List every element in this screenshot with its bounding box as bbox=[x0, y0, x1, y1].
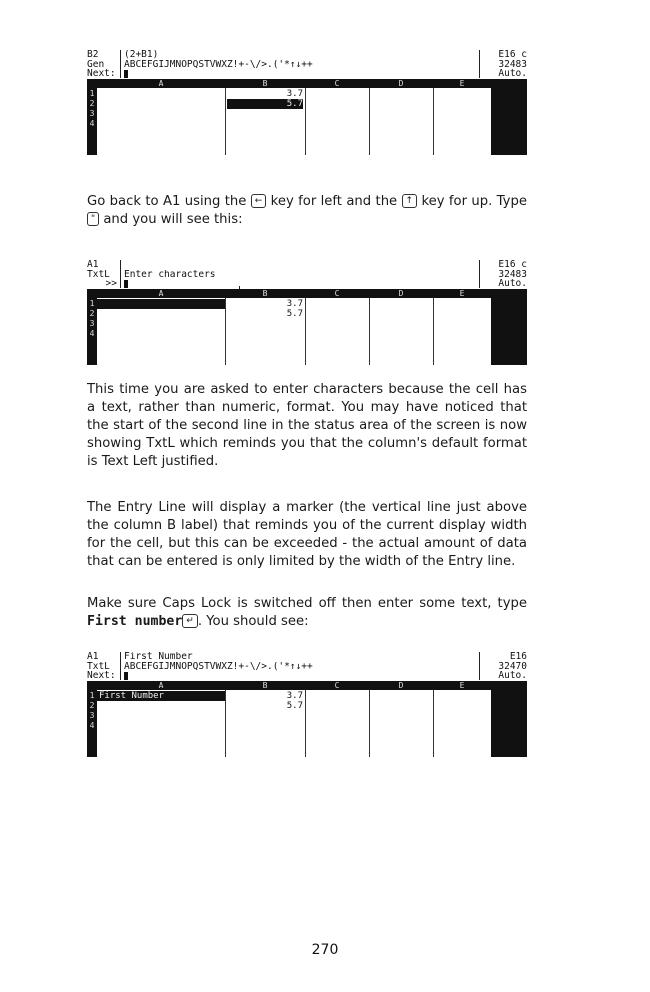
row-header-1: 1 bbox=[89, 299, 95, 308]
column-header-b: B bbox=[262, 289, 268, 298]
row-header-3: 3 bbox=[89, 109, 95, 118]
paragraph-4: Make sure Caps Lock is switched off then enter some text, type First number ↵ . You should see: bbox=[87, 596, 527, 629]
enter-key-icon: ↵ bbox=[182, 614, 198, 628]
status-area bbox=[87, 50, 527, 78]
cell-b2-selected: 5.7 bbox=[227, 99, 303, 109]
entry-prompt: Next: bbox=[87, 69, 116, 79]
paragraph-2: This time you are asked to enter characters because the cell has a text, rather than numeric, format. You may have noticed that the start of the second line in the status area of the screen is now showing TxtL which reminds you that the column's default format is Text Left justified. bbox=[87, 382, 527, 469]
format-mode: TxtL bbox=[87, 269, 110, 279]
text-cursor bbox=[124, 280, 128, 288]
quote-key-icon: " bbox=[87, 212, 99, 226]
cell-a1-selected: First Number bbox=[97, 691, 225, 701]
left-arrow-key-icon: ← bbox=[251, 194, 267, 208]
entry-line: (2+B1) bbox=[124, 50, 159, 60]
paragraph-3: The Entry Line will display a marker (the vertical line just above the column B label) that reminds you of the current display width for the cell, but this can be exceeded - the actual amount of data that can be entered is only limited by the width of the Entry line. bbox=[87, 500, 527, 569]
cell-b2: 5.7 bbox=[286, 309, 303, 319]
column-header-d: D bbox=[398, 289, 404, 298]
column-header-e: E bbox=[459, 79, 465, 88]
column-header-d: D bbox=[398, 681, 404, 690]
cell-reference: A1 bbox=[87, 652, 99, 662]
cell-b1: 3.7 bbox=[286, 299, 303, 309]
status-area bbox=[87, 652, 527, 680]
format-mode: Gen bbox=[87, 59, 105, 69]
cell-b1: 3.7 bbox=[286, 691, 303, 701]
recalc-mode: Auto. bbox=[498, 671, 527, 681]
row-header-4: 4 bbox=[89, 721, 95, 730]
row-header-2: 2 bbox=[89, 99, 95, 108]
row-header-3: 3 bbox=[89, 319, 95, 328]
row-header-4: 4 bbox=[89, 119, 95, 128]
row-header-1: 1 bbox=[89, 691, 95, 700]
entry-line: Enter characters bbox=[124, 269, 216, 279]
spreadsheet-screenshot-3 bbox=[87, 652, 527, 757]
worksheet-grid bbox=[87, 79, 527, 155]
column-header-b: B bbox=[262, 79, 268, 88]
status-area bbox=[87, 260, 527, 288]
cell-reference: A1 bbox=[87, 260, 99, 270]
column-header-a: A bbox=[158, 289, 164, 298]
column-header-a: A bbox=[158, 681, 164, 690]
column-width: E16 bbox=[509, 652, 527, 662]
format-mode: TxtL bbox=[87, 661, 110, 671]
column-width: E16 c bbox=[498, 260, 527, 270]
entry-prompt: >> bbox=[105, 279, 117, 289]
entry-prompt: Next: bbox=[87, 671, 116, 681]
character-set: ABCEFGIJMNOPQSTVWXZ!+-\/>.('*↑↓++ bbox=[124, 661, 313, 671]
column-header-e: E bbox=[459, 289, 465, 298]
cell-a1-selected bbox=[97, 299, 225, 309]
row-header-2: 2 bbox=[89, 701, 95, 710]
column-header-b: B bbox=[262, 681, 268, 690]
column-header-c: C bbox=[334, 289, 340, 298]
row-header-4: 4 bbox=[89, 329, 95, 338]
column-header-c: C bbox=[334, 681, 340, 690]
typed-text: First number bbox=[87, 614, 183, 629]
column-header-e: E bbox=[459, 681, 465, 690]
free-memory: 32483 bbox=[498, 269, 527, 279]
row-header-2: 2 bbox=[89, 309, 95, 318]
page-number: 270 bbox=[311, 942, 339, 958]
worksheet-grid bbox=[87, 289, 527, 365]
free-memory: 32470 bbox=[498, 661, 527, 671]
spreadsheet-screenshot-1 bbox=[87, 50, 527, 155]
text-cursor bbox=[124, 672, 128, 680]
column-header-a: A bbox=[158, 79, 164, 88]
column-width: E16 c bbox=[498, 50, 527, 60]
up-arrow-key-icon: ↑ bbox=[402, 194, 418, 208]
recalc-mode: Auto. bbox=[498, 69, 527, 79]
entry-line: First Number bbox=[124, 652, 193, 662]
recalc-mode: Auto. bbox=[498, 279, 527, 289]
text-cursor bbox=[124, 70, 128, 78]
cell-reference: B2 bbox=[87, 50, 99, 60]
cell-b1: 3.7 bbox=[286, 89, 303, 99]
free-memory: 32483 bbox=[498, 59, 527, 69]
cell-b2: 5.7 bbox=[286, 701, 303, 711]
column-header-d: D bbox=[398, 79, 404, 88]
row-header-3: 3 bbox=[89, 711, 95, 720]
character-set: ABCEFGIJMNOPQSTVWXZ!+-\/>.('*↑↓++ bbox=[124, 59, 313, 69]
spreadsheet-screenshot-2 bbox=[87, 260, 527, 365]
column-header-c: C bbox=[334, 79, 340, 88]
worksheet-grid bbox=[87, 681, 527, 757]
row-header-1: 1 bbox=[89, 89, 95, 98]
paragraph-1: Go back to A1 using the ← key for left and the ↑ key for up. Type " and you will see this: bbox=[87, 194, 527, 227]
